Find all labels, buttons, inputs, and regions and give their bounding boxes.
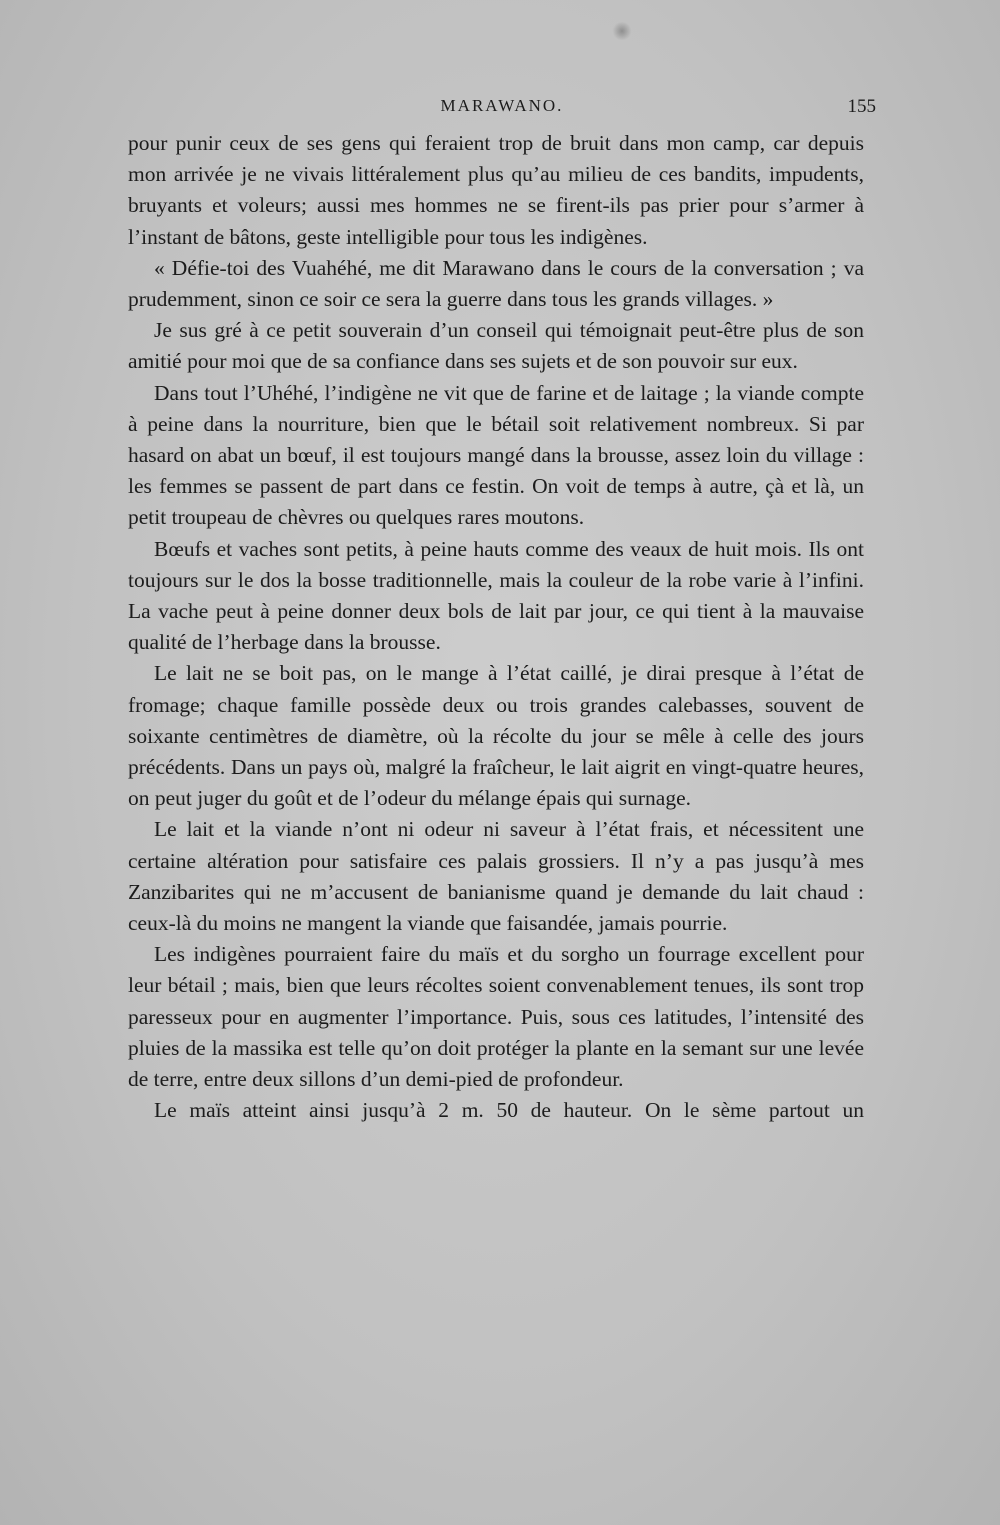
paragraph-6: Le lait ne se boit pas, on le mange à l’état caillé, je dirai presque à l’état de fromage; chaque famille possède deux ou trois grandes calebasses, souvent de soixante centimètres de diamètre, où la récolte du jour se mêle à celle des jours précédents. Dans un pays où, malgré la fraîcheur, le lait aigrit en vingt-quatre heures, on peut juger du goût et de l’odeur du mélange épais qui surnage. <box>128 661 864 811</box>
page-number: 155 <box>847 96 876 117</box>
paragraph-5: Bœufs et vaches sont petits, à peine hauts comme des veaux de huit mois. Ils ont toujours sur le dos la bosse traditionnelle, mais la couleur de la robe varie à l’infini. La vache peut à peine donner deux bols de lait par jour, ce qui tient à la mauvaise qualité de l’herbage dans la brousse. <box>128 536 864 655</box>
paragraph-8: Les indigènes pourraient faire du maïs et du sorgho un fourrage excellent pour leur bétail ; mais, bien que leurs récoltes soient convenablement tenues, ils sont trop paresseux pour en augmenter l’importance. Puis, sous ces latitudes, l’intensité des pluies de la massika est telle qu’on doit protéger la plante en la semant sur une levée de terre, entre deux sillons d’un demi-pied de profondeur. <box>128 942 864 1092</box>
paragraph-7: Le lait et la viande n’ont ni odeur ni saveur à l’état frais, et nécessitent une certaine altération pour satisfaire ces palais grossiers. Il n’y a pas jusqu’à mes Zanzibarites qui ne m’accusent de banianisme quand je demande du lait chaud : ceux-là du moins ne mangent la viande que faisandée, jamais pourrie. <box>128 817 864 936</box>
paragraph-4: Dans tout l’Uhéhé, l’indigène ne vit que de farine et de laitage ; la viande compte à peine dans la nourriture, bien que le bétail soit relativement nombreux. Si par hasard on abat un bœuf, il est toujours mangé dans la brousse, assez loin du village : les femmes se passent de part dans ce festin. On voit de temps à autre, çà et là, un petit troupeau de chèvres ou quelques rares moutons. <box>128 380 864 530</box>
paragraph-9: Le maïs atteint ainsi jusqu’à 2 m. 50 de hauteur. On le sème partout un <box>154 1098 864 1123</box>
paragraph-1: pour punir ceux de ses gens qui feraient trop de bruit dans mon camp, car depuis mon arrivée je ne vivais littéralement plus qu’au milieu de ces bandits, impudents, bruyants et voleurs; aussi mes hommes ne se firent-ils pas prier pour s’armer à l’instant de bâtons, geste intelligible pour tous les indigènes. <box>128 131 864 249</box>
body-text <box>128 128 864 1127</box>
running-head-title: MARAWANO. <box>440 96 564 115</box>
ink-smudge <box>612 22 632 40</box>
paragraph-2: « Défie-toi des Vuahéhé, me dit Marawano dans le cours de la conversation ; va prudemment, sinon ce soir ce sera la guerre dans tous les grands villages. » <box>128 255 864 312</box>
paragraph-3: Je sus gré à ce petit souverain d’un conseil qui témoignait peut-être plus de son amitié pour moi que de sa confiance dans ses sujets et de son pouvoir sur eux. <box>128 318 864 374</box>
running-head <box>128 96 876 126</box>
